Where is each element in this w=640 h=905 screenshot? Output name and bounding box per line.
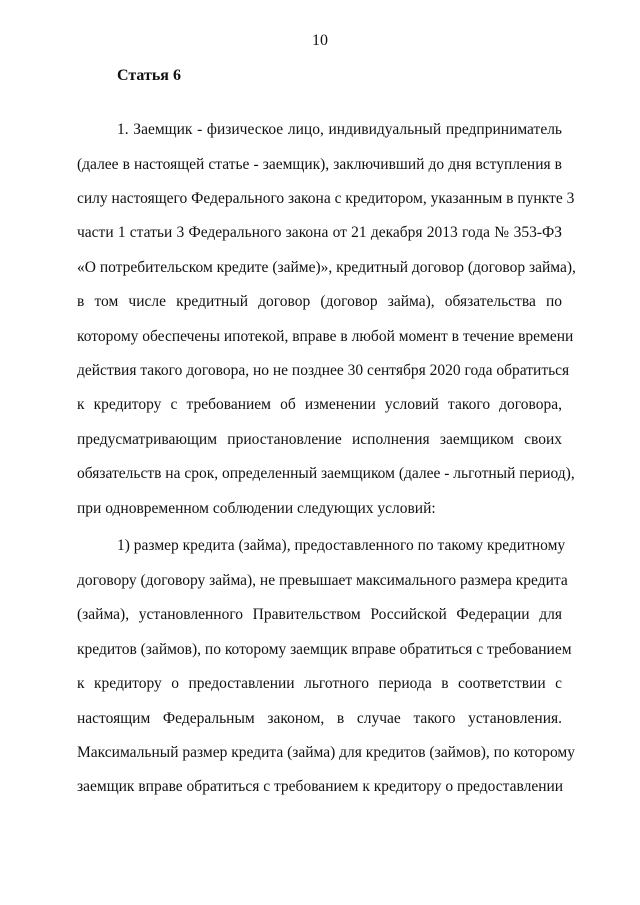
text-line: 1) размер кредита (займа), предоставленного по такому кредитному <box>117 537 566 554</box>
text-line: силу настоящего Федерального закона с кредитором, указанным в пункте 3 <box>77 190 575 207</box>
text-line: действия такого договора, но не позднее 30 сентября 2020 года обратиться <box>77 362 570 379</box>
text-line: при одновременном соблюдении следующих условий: <box>77 500 436 517</box>
text-line: Максимальный размер кредита (займа) для кредитов (займов), по которому <box>77 744 575 761</box>
page-number: 10 <box>312 32 328 49</box>
text-line: заемщик вправе обратиться с требованием к кредитору о предоставлении <box>77 778 564 795</box>
text-line: (далее в настоящей статье - заемщик), заключивший до дня вступления в <box>77 156 562 173</box>
text-line: «О потребительском кредите (займе)», кредитный договор (договор займа), <box>77 259 576 276</box>
text-line: к кредитору с требованием об изменении условий такого договора, <box>77 396 562 413</box>
article-heading: Статья 6 <box>117 67 181 84</box>
text-line: обязательств на срок, определенный заемщиком (далее - льготный период), <box>77 465 575 482</box>
text-line: кредитов (займов), по которому заемщик вправе обратиться с требованием <box>77 641 572 658</box>
text-line: предусматривающим приостановление исполнения заемщиком своих <box>77 431 562 448</box>
text-line: части 1 статьи 3 Федерального закона от 21 декабря 2013 года № 353-ФЗ <box>77 224 562 241</box>
text-line: к кредитору о предоставлении льготного периода в соответствии с <box>77 675 562 692</box>
text-line: (займа), установленного Правительством Российской Федерации для <box>77 606 562 623</box>
text-line: договору (договору займа), не превышает максимального размера кредита <box>77 572 568 589</box>
text-line: которому обеспечены ипотекой, вправе в любой момент в течение времени <box>77 328 574 345</box>
text-line: настоящим Федеральным законом, в случае такого установления. <box>77 710 562 727</box>
text-line: в том числе кредитный договор (договор займа), обязательства по <box>77 293 562 310</box>
text-line: 1. Заемщик - физическое лицо, индивидуальный предприниматель <box>117 121 562 138</box>
